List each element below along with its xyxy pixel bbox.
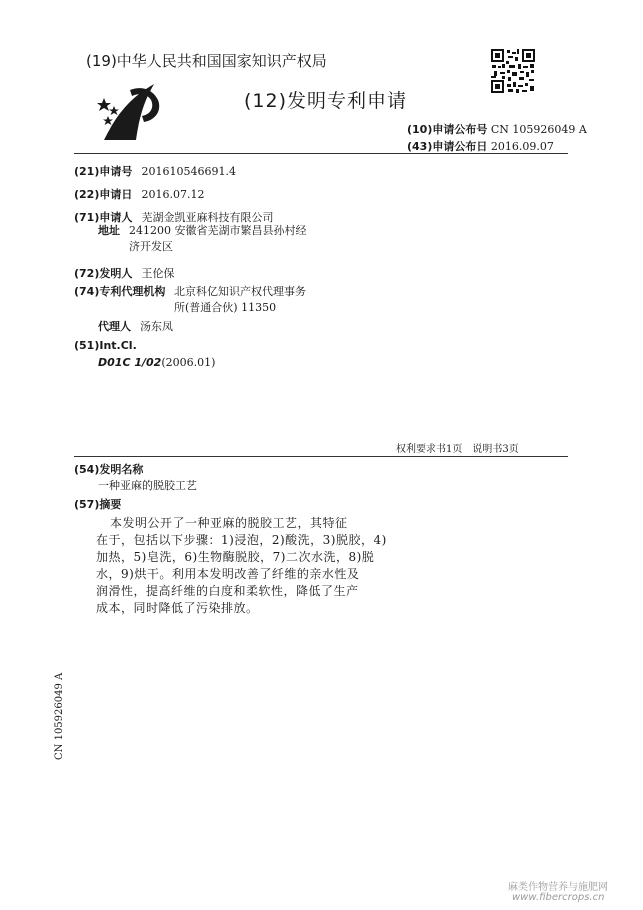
agency-line-2: 所(普通合伙) 11350 [174,301,277,314]
agency-label: (74)专利代理机构 [74,285,166,298]
address-line-2: 济开发区 [129,240,173,253]
publication-number-value: CN 105926049 A [490,123,587,136]
pages-info: 权利要求书1页 说明书3页 [396,444,519,455]
abstract-line: 水，9)烘干。利用本发明改善了纤维的亲水性及 [96,567,360,581]
publication-date [407,138,554,154]
agent-label: 代理人 [98,320,131,333]
intcl-version: (2006.01) [161,356,216,369]
application-date-label: (22)申请日 [74,188,133,201]
document-type: (12)发明专利申请 [244,90,408,112]
side-publication-number: CN 105926049 A [54,672,65,760]
office-name: (19)中华人民共和国国家知识产权局 [86,52,327,70]
watermark-line-1: 麻类作物营养与施肥网 [508,882,608,893]
abstract-line: 在于，包括以下步骤：1)浸泡，2)酸洗，3)脱胶，4) [96,533,387,547]
intcl-label: (51)Int.Cl. [74,339,137,352]
abstract-line: 润滑性，提高纤维的白度和柔软性，降低了生产 [96,584,359,598]
publication-number-label: (10)申请公布号 [407,123,488,136]
header-divider [74,153,568,154]
invention-title: 一种亚麻的脱胶工艺 [98,479,197,492]
publication-date-label: (43)申请公布日 [407,140,488,153]
application-date-value: 2016.07.12 [141,188,205,201]
publication-number [407,121,587,137]
abstract-line: 加热，5)皂洗，6)生物酶脱胶，7)二次水洗，8)脱 [96,550,375,564]
abstract-line: 成本，同时降低了污染排放。 [96,601,259,615]
cnipa-logo [96,80,166,142]
invention-title-label: (54)发明名称 [74,463,144,476]
inventor-label: (72)发明人 [74,267,133,280]
inventor-value: 王伦保 [141,267,175,280]
agent-value: 汤东凤 [140,320,173,333]
application-number-value: 201610546691.4 [141,165,236,178]
applicant-label: (71)申请人 [74,211,133,224]
publication-date-value: 2016.09.07 [490,140,554,153]
inventor [74,262,174,281]
applicant-value: 芜湖金凯亚麻科技有限公司 [141,211,274,224]
watermark-line-2: www.fibercrops.cn [512,892,605,903]
middle-divider [74,456,568,457]
abstract-line: 本发明公开了一种亚麻的脱胶工艺，其特征 [110,516,348,530]
intcl-code: D01C 1/02 [98,356,162,369]
application-date [74,183,204,202]
application-number [74,160,236,179]
intcl-classification [98,356,215,369]
application-number-label: (21)申请号 [74,165,133,178]
qr-code [490,48,536,94]
address-line-1: 241200 安徽省芜湖市繁昌县孙村经 [129,224,307,237]
abstract-label: (57)摘要 [74,498,122,511]
agency-line-1: 北京科亿知识产权代理事务 [174,285,306,298]
address-label: 地址 [98,224,120,237]
